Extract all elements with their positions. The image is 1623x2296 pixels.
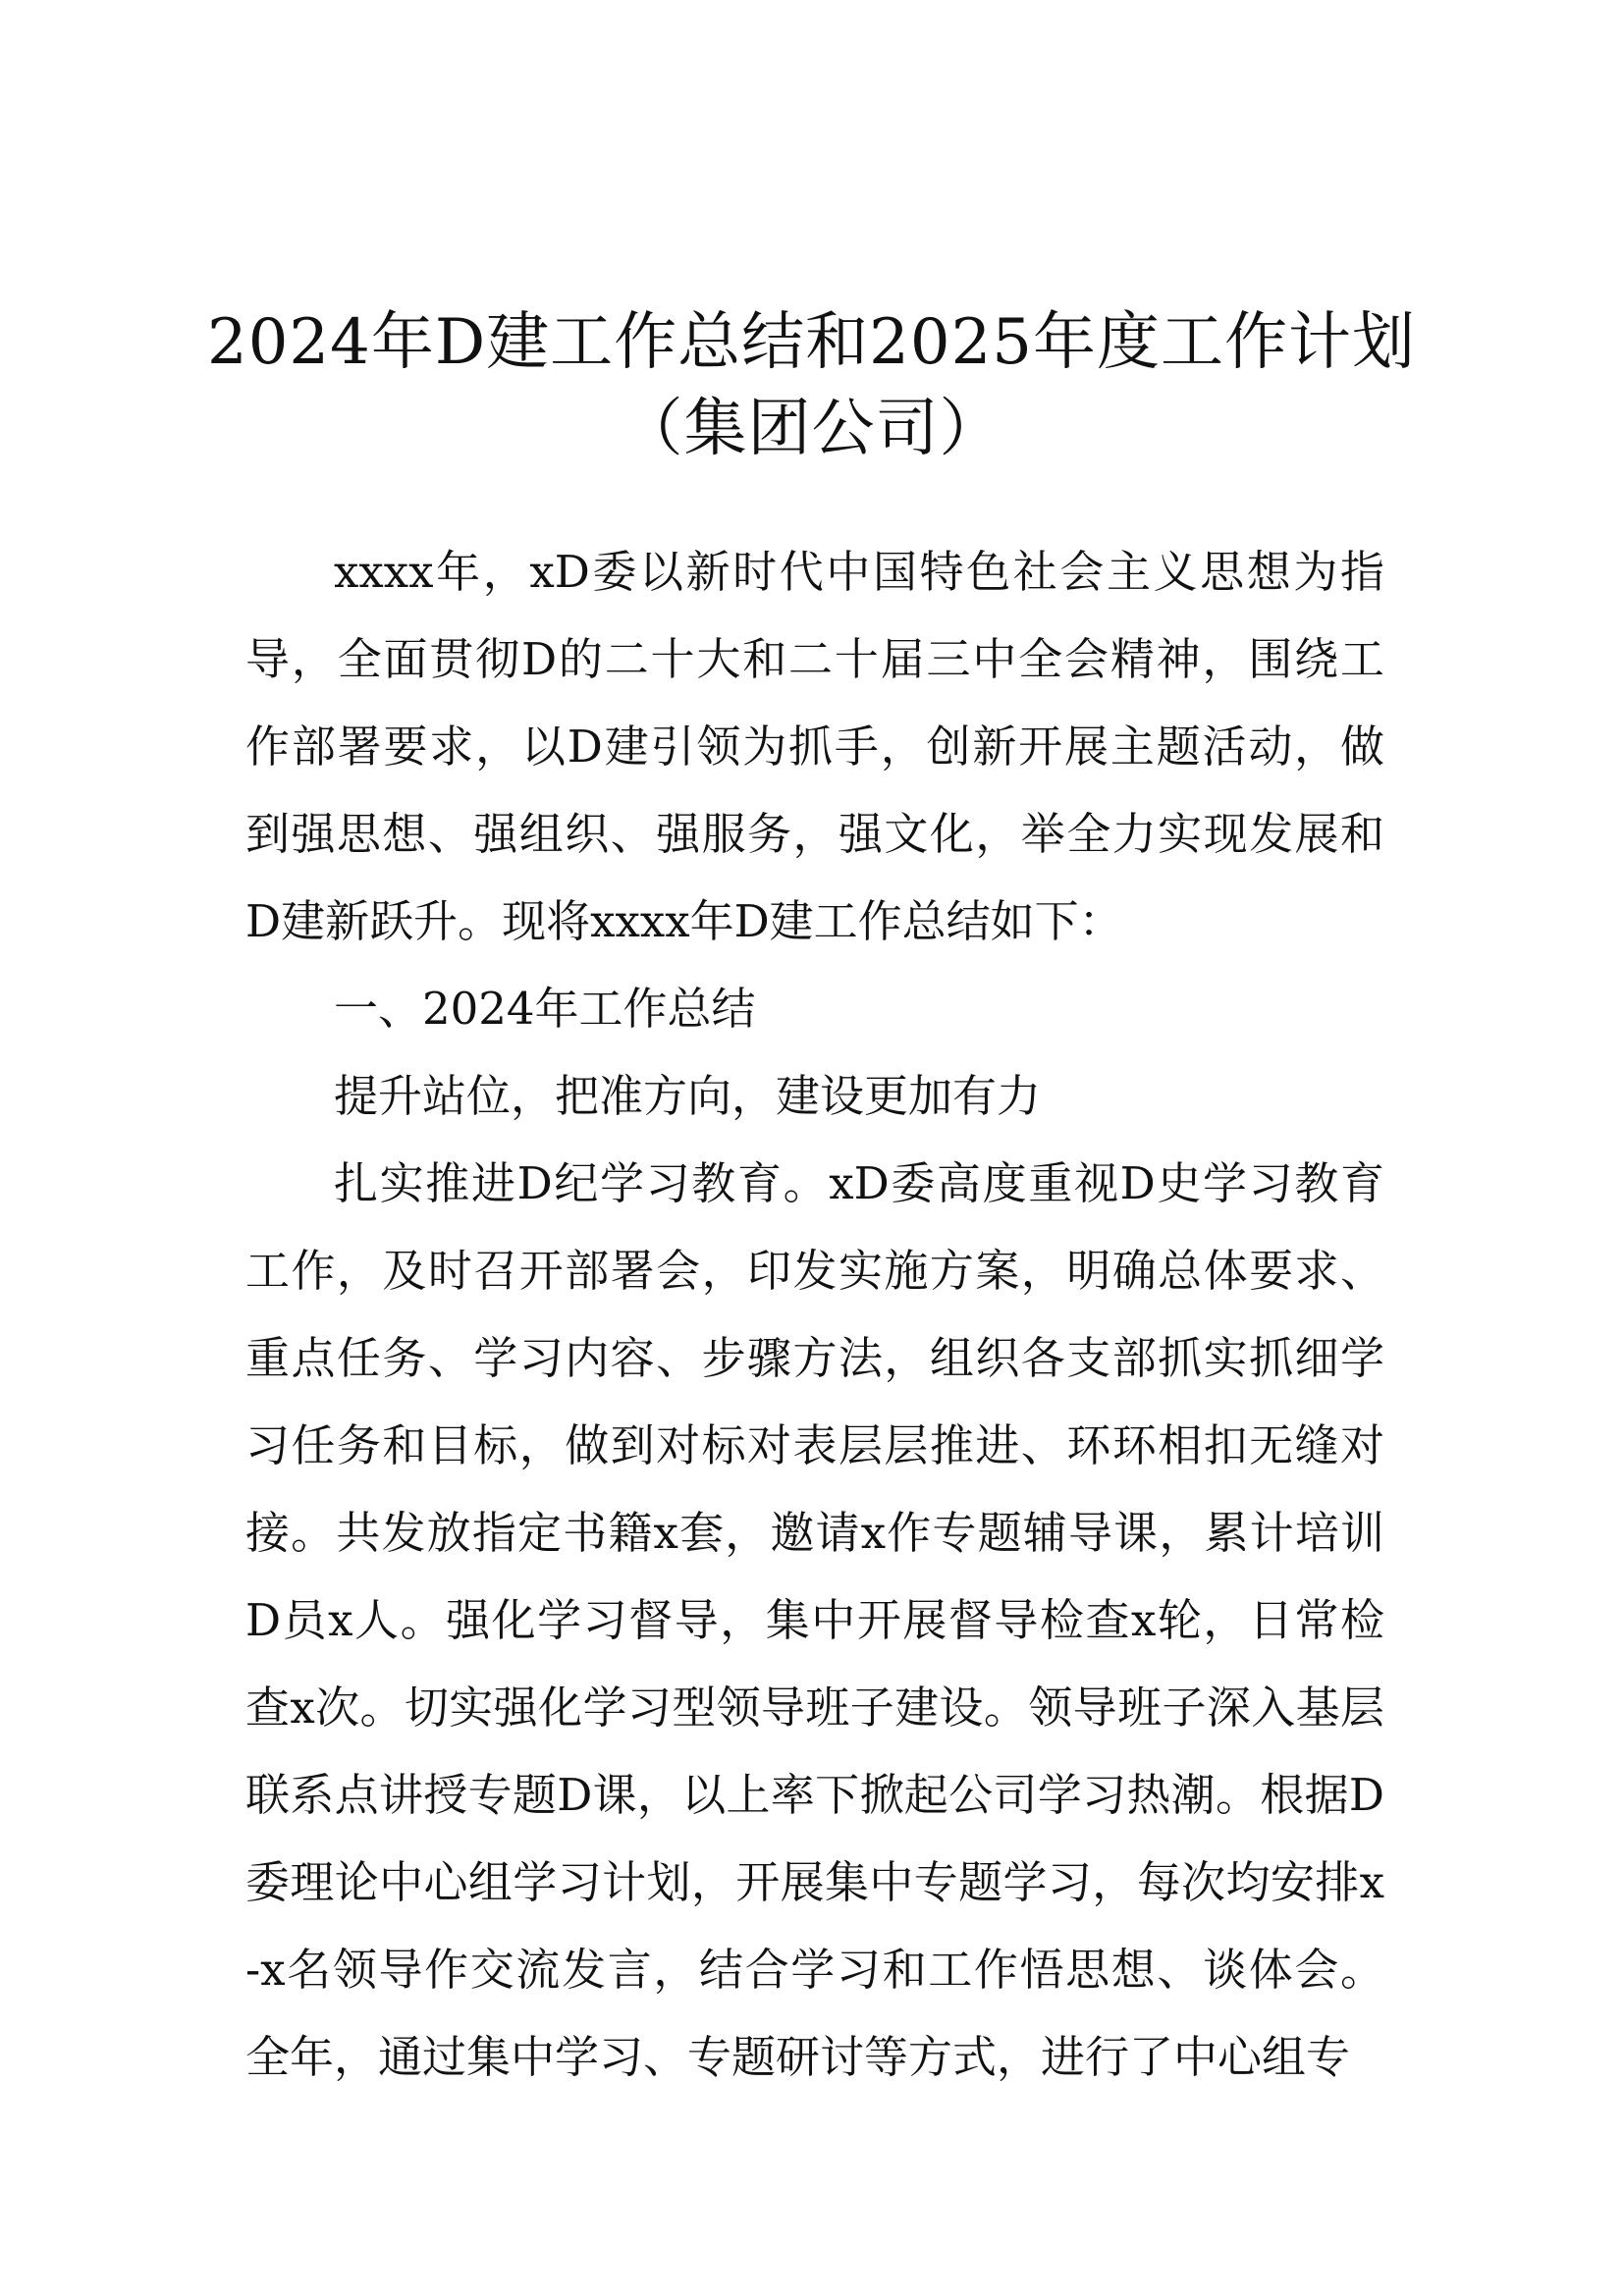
title-line-1: 2024年D建工作总结和2025年度工作计划 <box>206 306 1417 379</box>
body-paragraph: 扎实推进D纪学习教育。xD委高度重视D史学习教育工作，及时召开部署会，印发实施方案，明确总体要求、重点任务、学习内容、步骤方法，组织各支部抓实抓细学习任务和目标，做到对标对表层层推进、环环相扣无缝对接。共发放指定书籍x套，邀请x作专题辅导课，累计培训D员x人。强化学习督导，集中开展督导检查x轮，日常检查x次。切实强化学习型领导班子建设。领导班子深入基层联系点讲授专题D课，以上率下掀起公司学习热潮。根据D委理论中心组学习计划，开展集中专题学习，每次均安排x-x名领导作交流发言，结合学习和工作悟思想、谈体会。全年，通过集中学习、专题研讨等方式，进行了中心组专 <box>245 1157 1384 2083</box>
title-line-2: （集团公司） <box>620 393 1003 465</box>
subsection-heading: 提升站位，把准方向，建设更加有力 <box>334 1070 1042 1122</box>
section-heading: 一、2024年工作总结 <box>334 983 756 1035</box>
intro-paragraph: xxxx年，xD委以新时代中国特色社会主义思想为指导，全面贯彻D的二十大和二十届三中全会精神，围绕工作部署要求，以D建引领为抓手，创新开展主题活动，做到强思想、强组织、强服务，强文化，举全力实现发展和D建新跃升。现将xxxx年D建工作总结如下： <box>245 546 1384 947</box>
document-body <box>245 528 1384 2101</box>
document-title <box>196 299 1427 472</box>
